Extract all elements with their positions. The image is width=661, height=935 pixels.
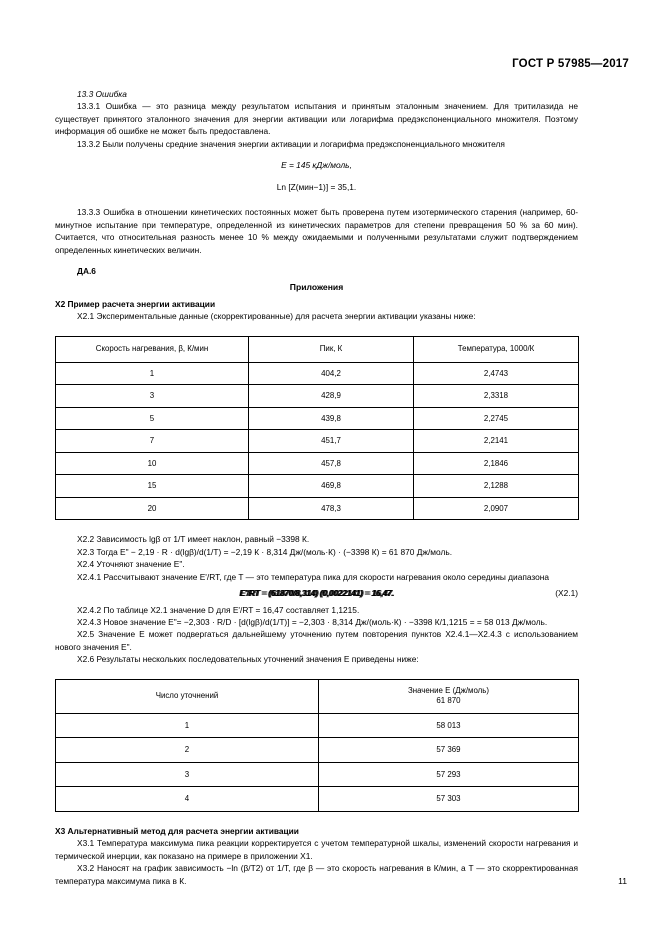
cell-refinement-count: 3: [56, 762, 319, 787]
appendices-title: Приложения: [289, 282, 344, 293]
clause-13-3-heading: 13.3 Ошибка: [77, 89, 127, 99]
clause-13-3-3-paragraph: 13.3.3 Ошибка в отношении кинетических постоянных может быть проверена путем изотермического старения (например, 60-минутное испытание при температуре, определенной из кинетических параметров для степени превращения 50 % за 60 мин). Считается, что относительная разность менее 10 % между ожидаемыми и полученными результатами служит подтверждением определенных кинетических величин.: [55, 207, 578, 255]
formula-x2-1-row: [55, 587, 578, 599]
cell-refinement-count: 1: [56, 713, 319, 738]
formula-x2-1-number: (X2.1): [555, 588, 578, 599]
cell-peak: 428,9: [249, 385, 414, 408]
clause-x2-1-paragraph: X2.1 Экспериментальные данные (скорректированные) для расчета энергии активации указаны ниже:: [77, 311, 476, 322]
cell-energy-value: 57 369: [319, 738, 579, 763]
clause-x3-2-paragraph: X3.2 Наносят на график зависимость −ln (β/T2) от 1/T, где β — это скорость нагревания в К/мин, а T — это скорректированная температура максимума пика в К.: [55, 863, 578, 886]
cell-heating-rate: 20: [56, 497, 249, 520]
cell-heating-rate: 5: [56, 407, 249, 430]
table-experimental-data: [55, 336, 579, 521]
clause-13-3-2-paragraph: 13.3.2 Были получены средние значения энергии активации и логарифма предэкспоненциального множителя: [77, 138, 505, 149]
table-refinement-results: [55, 679, 579, 812]
column-header-temperature: Температура, 1000/К: [414, 336, 579, 362]
cell-temperature: 2,2745: [414, 407, 579, 430]
cell-heating-rate: 10: [56, 452, 249, 475]
table-row: [56, 407, 579, 430]
cell-refinement-count: 2: [56, 738, 319, 763]
cell-heating-rate: 1: [56, 362, 249, 385]
table-header-row: [56, 679, 579, 713]
clause-x2-4-3-paragraph: X2.4.3 Новое значение E"= −2,303 · R/D · [d(lgβ)/d(1/T)] = −2,303 · 8,314 Дж/(моль·К) · −3398 К/1,1215 = = 58 013 Дж/моль.: [77, 617, 548, 628]
table-row: [56, 430, 579, 453]
annex-da6-heading: ДА.6: [77, 265, 96, 276]
cell-peak: 451,7: [249, 430, 414, 453]
clause-x2-3-paragraph: X2.3 Тогда E" − 2,19 · R · d(lgβ)/d(1/T) = −2,19 К · 8,314 Дж/(моль·К) · (−3398 К) = 61 870 Дж/моль.: [77, 546, 453, 557]
table-row: [56, 452, 579, 475]
clause-x2-2-paragraph: X2.2 Зависимость lgβ от 1/T имеет наклон, равный −3398 К.: [77, 534, 310, 545]
cell-peak: 457,8: [249, 452, 414, 475]
clause-x2-4-1-paragraph: X2.4.1 Рассчитывают значение E'/RT, где T — это температура пика для скорости нагревания около середины диапазона: [77, 571, 550, 582]
clause-x2-4-paragraph: X2.4 Уточняют значение E".: [77, 559, 185, 570]
cell-peak: 469,8: [249, 475, 414, 498]
cell-temperature: 2,2141: [414, 430, 579, 453]
cell-temperature: 2,3318: [414, 385, 579, 408]
formula-ln-z: Ln [Z(мин−1)] = 35,1.: [276, 181, 357, 192]
formula-e-over-rt: E'/RT = (61870/8,314) (0,0022141) = 16,47.: [239, 588, 394, 599]
cell-refinement-count: 4: [56, 787, 319, 812]
cell-heating-rate: 3: [56, 385, 249, 408]
column-header-peak: Пик, К: [249, 336, 414, 362]
table-row: [56, 787, 579, 812]
column-header-refinement-count: Число уточнений: [56, 679, 319, 713]
clause-13-3-1-paragraph: 13.3.1 Ошибка — это разница между результатом испытания и принятым эталонным значением. Для тритилазида не существует принятого эталонного значения для энергии активации или логарифма предэкспоненциального множителя. Поэтому информация об ошибке не может быть предоставлена.: [55, 101, 578, 137]
formula-activation-energy: E = 145 кДж/моль,: [281, 160, 352, 171]
table-row: [56, 497, 579, 520]
column-header-heating-rate: Скорость нагревания, β, К/мин: [56, 336, 249, 362]
annex-x2-heading: X2 Пример расчета энергии активации: [55, 298, 216, 309]
document-body: [55, 88, 578, 887]
annex-x3-heading: X3 Альтернативный метод для расчета энергии активации: [55, 825, 299, 836]
cell-temperature: 2,4743: [414, 362, 579, 385]
column-header-energy-label: Значение E (Дж/моль): [407, 685, 490, 695]
clause-x2-5-paragraph: X2.5 Значение E может подвергаться дальнейшему уточнению путем повторения пунктов X2.4.1—X2.4.3 с использованием нового значения E".: [55, 629, 578, 652]
cell-heating-rate: 7: [56, 430, 249, 453]
column-header-energy-value: [319, 679, 579, 713]
table-row: [56, 738, 579, 763]
cell-energy-value: 57 303: [319, 787, 579, 812]
table-row: [56, 362, 579, 385]
table-header-row: [56, 336, 579, 362]
table-row: [56, 713, 579, 738]
cell-peak: 439,8: [249, 407, 414, 430]
cell-energy-value: 58 013: [319, 713, 579, 738]
cell-energy-value: 57 293: [319, 762, 579, 787]
cell-peak: 478,3: [249, 497, 414, 520]
cell-temperature: 2,1288: [414, 475, 579, 498]
table-row: [56, 475, 579, 498]
table-row: [56, 385, 579, 408]
cell-peak: 404,2: [249, 362, 414, 385]
column-header-energy-initial: 61 870: [436, 696, 461, 706]
clause-x2-6-paragraph: X2.6 Результаты нескольких последовательных уточнений значения E приведены ниже:: [77, 654, 419, 665]
cell-temperature: 2,0907: [414, 497, 579, 520]
cell-temperature: 2,1846: [414, 452, 579, 475]
cell-heating-rate: 15: [56, 475, 249, 498]
clause-x3-1-paragraph: X3.1 Температура максимума пика реакции корректируется с учетом температурной шкалы, изменений скорости нагревания и термической инерции, как показано на примере в приложении X1.: [55, 838, 578, 861]
page-number: 11: [618, 876, 627, 886]
table-row: [56, 762, 579, 787]
clause-x2-4-2-paragraph: X2.4.2 По таблице X2.1 значение D для E'/RT = 16,47 составляет 1,1215.: [77, 604, 360, 615]
page-header-standard-id: ГОСТ Р 57985—2017: [512, 58, 629, 70]
